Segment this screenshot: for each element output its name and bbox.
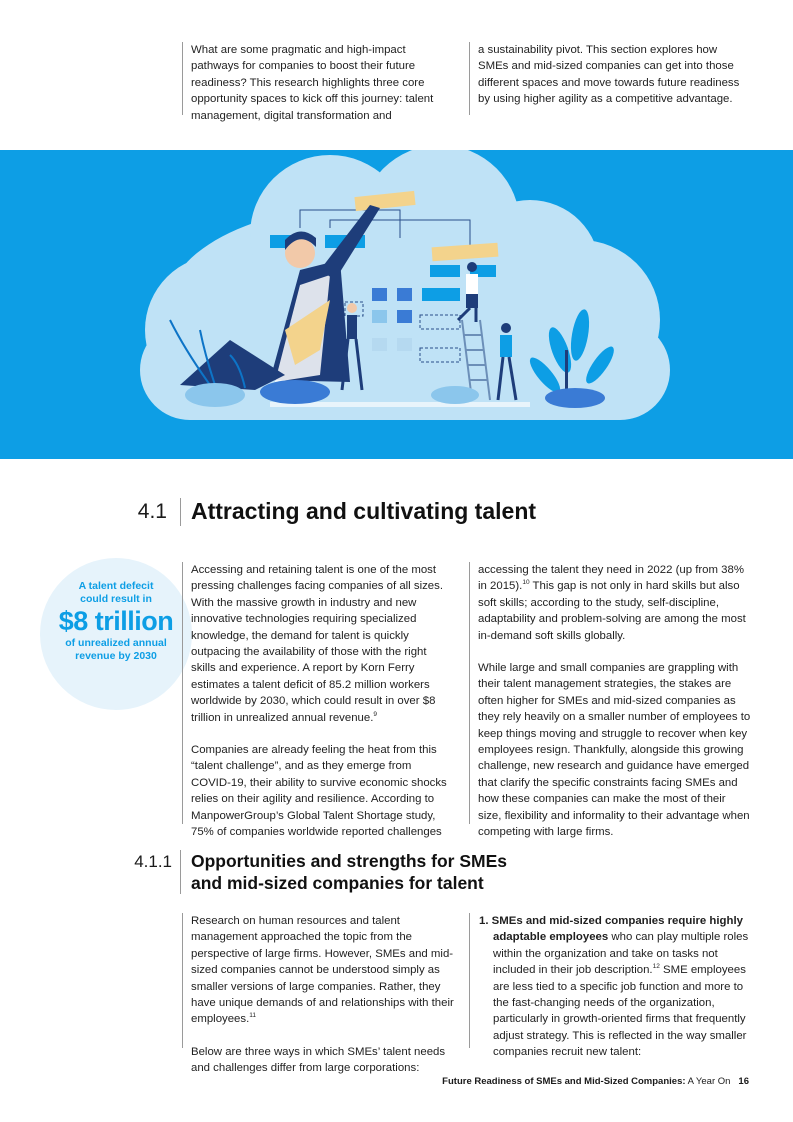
footnote-ref: 10 [522, 579, 530, 587]
body-paragraph [478, 562, 751, 644]
heading-divider [180, 498, 181, 526]
item-text: who can play multiple roles within the organization and take on tasks not included in their job description. [493, 931, 749, 977]
body-paragraph [191, 913, 456, 1028]
stat-callout [40, 558, 192, 710]
section-title: Attracting and cultivating talent [191, 498, 537, 524]
intro-right-column [469, 42, 749, 115]
body-paragraph [191, 562, 450, 726]
body-text: This gap is not only in hard skills but also soft skills; according to the study, self-discipline, adaptability and problem-solving are among the most in-demand soft skills globally. [478, 580, 746, 642]
heading-divider [180, 850, 181, 894]
body-paragraph: Below are three ways in which SMEs’ talent needs and challenges differ from large corporations: [191, 1045, 446, 1075]
footnote-ref: 9 [373, 710, 377, 718]
subsection-title-line: Opportunities and strengths for SMEs [191, 851, 507, 871]
stat-value: $8 trillion [58, 606, 174, 636]
body-paragraph: Companies are already feeling the heat from this “talent challenge”, and as they emerge from COVID-19, their ability to survive economic shocks relies on their agility and resilience. According to ManpowerGroup’s Global Talent Shortage study, 75% of companies worldwide reported challenges [191, 744, 447, 839]
subsection-number: 4.1.1 [134, 852, 172, 871]
section-number: 4.1 [137, 500, 167, 523]
body-paragraph: While large and small companies are grappling with their talent management strategies, the stakes are often higher for SMEs and mid-sized companies as they rely heavily on a smaller number of employees to keep things moving and struggle to recover when key employees resign. Thankfully, alongside this growing challenge, new research and guidance have emerged that clarify the specific constraints facing SMEs and how these companies can make the most of their size, flexibility and informality to their advantage when competing with large firms. [478, 662, 751, 839]
section-right-column [469, 562, 751, 839]
subsection-title [191, 850, 507, 894]
section-left-column [182, 562, 450, 839]
intro-left-column [182, 42, 448, 122]
subsection-right-column [469, 913, 751, 1059]
footnote-ref: 11 [249, 1012, 256, 1020]
page-number: 16 [738, 1076, 749, 1087]
intro-right-text: a sustainability pivot. This section explores how SMEs and mid-sized companies can get into those different spaces and move towards future readiness by using higher agility as a competitive advantage. [478, 44, 740, 106]
footer-title-rest: A Year On [685, 1076, 731, 1087]
body-text: Research on human resources and talent management approached the topic from the perspective of large firms. However, SMEs and mid-sized companies cannot be understood simply as smaller versions of large companies. Rather, they have unique demands of and relationships with their employees. [191, 915, 454, 1026]
footnote-ref: 12 [652, 963, 660, 971]
talent-illustration [0, 150, 793, 459]
item-lead: 1. SMEs and mid-sized companies require highly adaptable employees [479, 915, 743, 944]
subsection-left-column [182, 913, 456, 1075]
numbered-item [479, 913, 751, 1061]
item-text: SME employees are less tied to a specific job function and more to the fast-changing needs of the organization, particularly in growth-oriented firms that frequently adjust strategy. This is reflected in the way smaller companies recruit new talent: [493, 964, 747, 1059]
illustration-banner [0, 150, 793, 459]
stat-top-text: A talent defecit could result in [78, 580, 154, 605]
stat-bottom-text: of unrealized annual revenue by 2030 [65, 637, 167, 662]
page-footer [442, 1076, 749, 1087]
footer-title-bold: Future Readiness of SMEs and Mid-Sized Companies: [442, 1076, 686, 1087]
body-text: accessing the talent they need in 2022 (up from 38% in 2015). [478, 564, 744, 593]
intro-left-text: What are some pragmatic and high-impact pathways for companies to boost their future readiness? This research highlights three core opportunity spaces to kick off this journey: talent management, digital transformation and [191, 44, 434, 122]
body-text: Accessing and retaining talent is one of the most pressing challenges facing companies of all sizes. With the massive growth in industry and new innovative technologies requiring specialized knowledge, the demand for talent is quickly outpacing the availability of those with the right skills and experience. A report by Korn Ferry estimates a talent deficit of 85.2 million workers worldwide by 2030, which could result in over $8 trillion in unrealized annual revenue. [191, 564, 443, 724]
subsection-title-line: and mid-sized companies for talent [191, 873, 484, 893]
